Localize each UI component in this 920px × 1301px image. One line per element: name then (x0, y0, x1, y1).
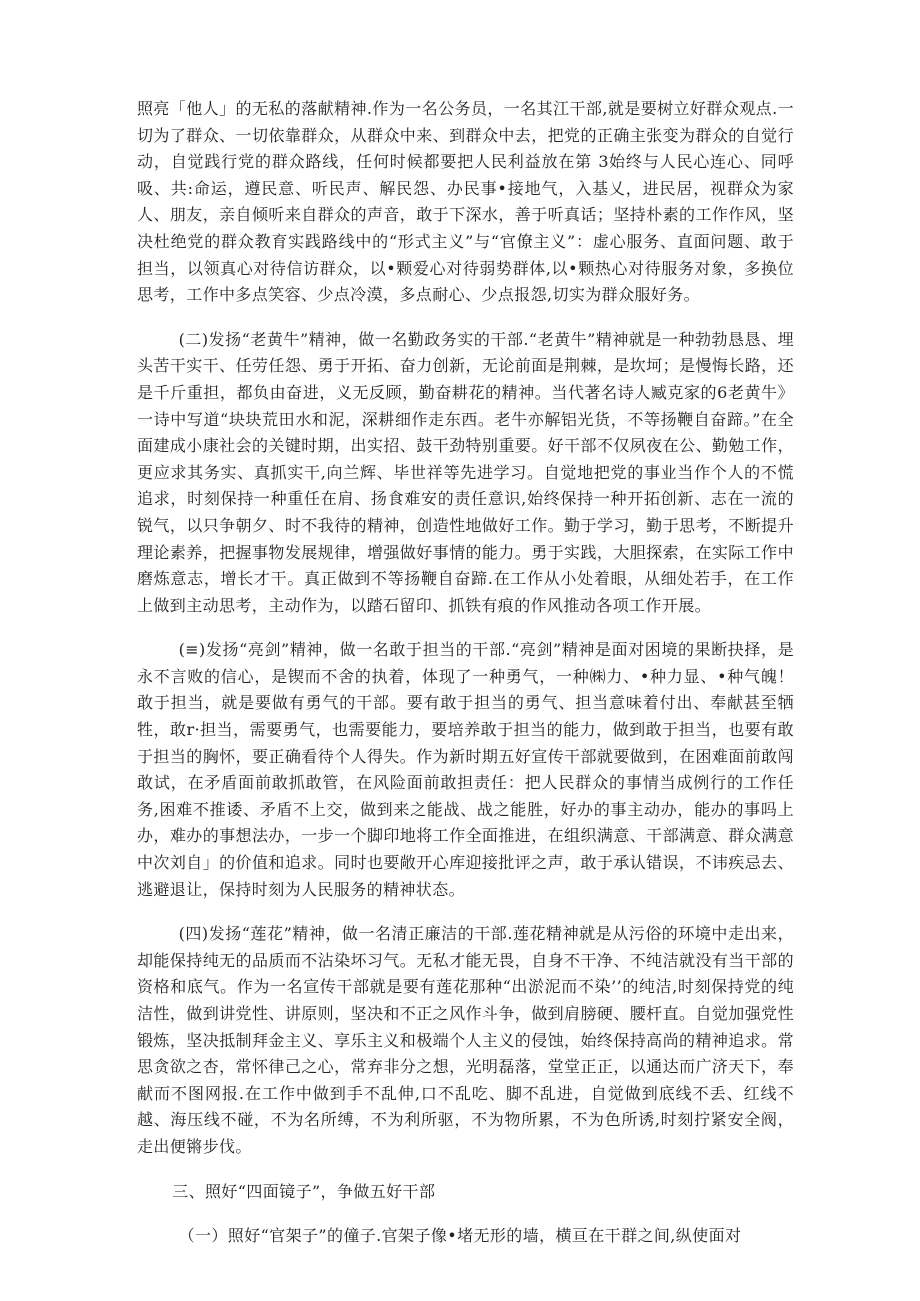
paragraph-bright-sword-spirit: (≡)发扬“亮剑”精神，做一名敢于担当的干部.“亮剑”精神是面对困境的果断抉择，是永不言败的信心，是锲而不舍的执着，体现了一种勇气，一种㈱力、•种力显、•种气魄！敢于担当，就是要做有勇气的干部。要有敢于担当的勇气、担当意味着付出、奉献甚至牺牲，敢r·担当，需要勇气，也需要能力，要培养敢于担当的能力，做到敢于担当，也要有敢于担当的胸怀，要正确看待个人得失。作为新时期五好宣传干部就要做到，在困难面前敢闯敢试，在矛盾面前敢抓敢管，在风险面前敢担责任：把人民群众的事情当成例行的工作任务,困难不推诿、矛盾不上交，做到来之能战、战之能胜，好办的事主动办，能办的事吗上办，难办的事想法办，一步一个脚印地将工作全面推进，在组织满意、干部满意、群众满意中次刘自」的价值和追求。同时也要敞开心库迎接批评之声，敢于承认错误，不讳疾忌去、逃避退让，保持时刻为人民服务的精神状态。 (137, 640, 794, 899)
document-page (137, 96, 794, 1268)
paragraph-official-airs: （一）照好“官架子”的僮子.官架子像•堵无形的墙，横亘在干群之间,纵使面对 (178, 1226, 742, 1246)
paragraph-old-ox-spirit: (二)发扬“老黄牛”精神，做一名勤政务实的干部.“老黄牛”精神就是一种勃勃恳恳、埋头苦干实干、任劳任怨、勇于开拓、奋力创新，无论前面是荆棘，是坎坷；是慢悔长路，还是千斤重担，都负由奋进，义无反顾，勤奋耕花的精神。当代著名诗人臧克家的6老黄牛》一诗中写道“块块荒田水和泥，深耕细作走东西。老牛亦解铝光货，不等扬鞭自奋蹄。”在全面建成小康社会的关键时期，出实招、鼓干劲特别重要。好干部不仅夙夜在公、勤勉工作，更应求其务实、真抓实干,向兰辉、毕世祥等先进学习。自觉地把党的事业当作个人的不慌追求，时刻保持一种重任在肩、扬食难安的责任意识,始终保持一种开拓创新、志在一流的锐气，以只争朝夕、时不我待的精神，创造性地做好工作。勤于学习，勤于思考，不断提升理论素养，把握事物发展规律，增强做好事情的能力。勇于实践，大胆探索，在实际工作中磨炼意志，增长才干。真正做到不等扬鞭自奋蹄.在工作从小处着眼，从细处若手，在工作上做到主动思考，主动作为，以踏石留印、抓铁有痕的作风推动各项工作开展。 (137, 329, 794, 615)
section-heading-four-mirrors: 三、照好“四面镜子”，争做五好干部 (172, 1181, 436, 1201)
paragraph-public-servant-spirit: 照亮「他人」的无私的落献精神.作为一名公务员，一名其江干部,就是要树立好群众观点.一切为了群众、一切依靠群众，从群众中来、到群众中去，把党的正确主张变为群众的自觉行动，自觉践行党的群众路线，任何时候都要把人民利益放在第 3始终与人民心连心、同呼吸、共:命运，遵民意、听民声、解民怨、办民事•接地气，入基乂，进民居，视群众为家人、朋友，亲自倾听来自群众的声音，敢于下深水，善于听真话；坚持朴素的工作作风，坚决杜绝党的群众教育实践路线中的“形式主义”与“官僚主义”：虚心服务、直面问题、敢于担当，以领真心对待信访群众，以•颗爱心对待弱势群体,以•颗热心对待服务对象，多换位思考，工作中多点笑容、少点冷漠，多点耐心、少点报怨,切实为群众服好务。 (137, 99, 794, 305)
paragraph-lotus-spirit: (四)发扬“莲花”精神，做一名清正廉洁的干部.莲花精神就是从污俗的环境中走出来，却能保持纯无的品质而不沾染坏习气。无私才能无畏，自身不干净、不纯洁就没有当干部的资格和底气。作为一名宣传干部就是要有莲花那种“出淤泥而不染’’的纯洁,时刻保持党的纯洁性，做到讲党性、讲原则，坚决和不正之风作斗争，做到肩膀硬、腰杆直。自觉加强党性锻炼，坚决抵制拜金主义、享乐主义和极端个人主义的侵蚀，始终保持高尚的精神追求。常思贪欲之杏，常怀律己之心，常弃非分之想，光明磊落，堂堂正正，以通达而广济天下，奉献而不图网报.在工作中做到手不乱伸,口不乱吃、脚不乱进，自觉做到底线不丢、红线不越、海压线不碰，不为名所缚，不为利所驱，不为物所累，不为色所诱,时刻拧紧安全阀，走出便锵步伐。 (137, 924, 794, 1156)
